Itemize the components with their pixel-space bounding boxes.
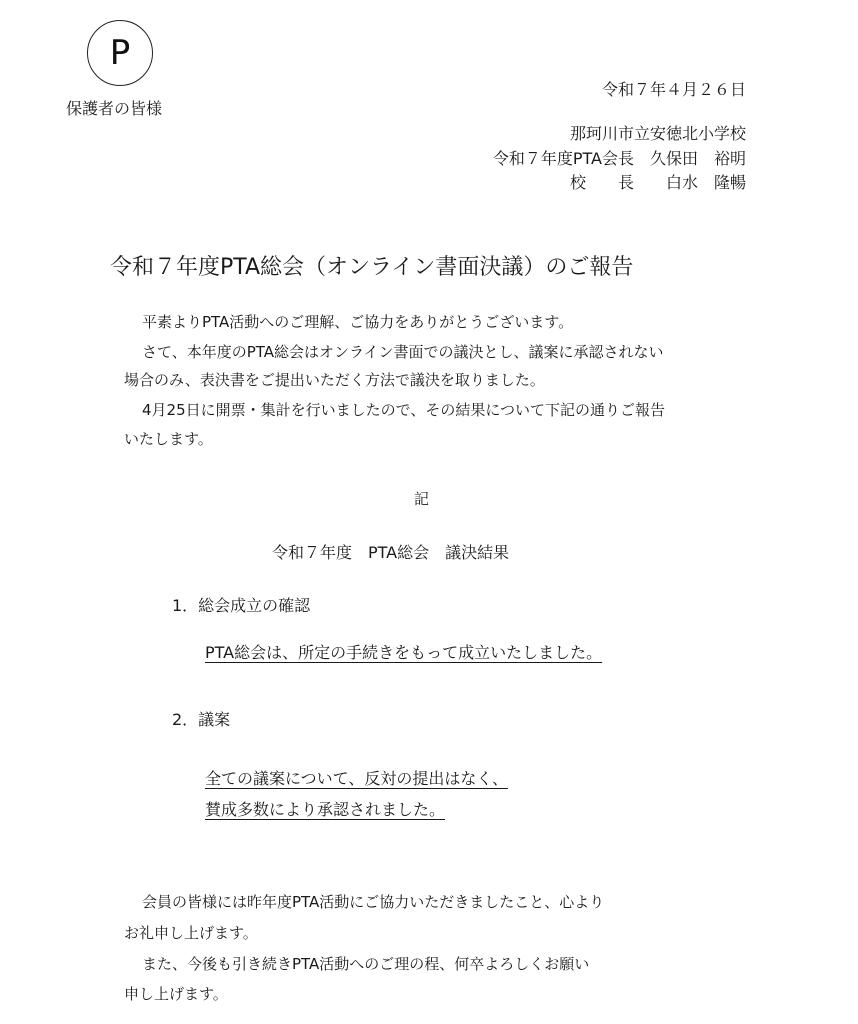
intro-paragraph-3-line-1: 4月25日に開票・集計を行いましたので、その結果について下記の通りご報告 bbox=[142, 401, 666, 419]
intro-paragraph-2-line-1: さて、本年度のPTA総会はオンライン書面での議決とし、議案に承認されない bbox=[142, 343, 664, 361]
page-title: 令和７年度PTA総会（オンライン書面決議）のご報告 bbox=[110, 255, 634, 280]
closing-paragraph-1-line-2: お礼申し上げます。 bbox=[124, 924, 258, 942]
section-2-result-line-2: 賛成多数により承認されました。 bbox=[205, 800, 446, 819]
section-1-result: PTA総会は、所定の手続きをもって成立いたしました。 bbox=[205, 643, 603, 662]
ki-marker: 記 bbox=[414, 490, 430, 508]
intro-paragraph-3-line-2: いたします。 bbox=[124, 430, 213, 448]
closing-paragraph-2-line-2: 申し上げます。 bbox=[124, 985, 228, 1003]
intro-paragraph-2-line-2: 場合のみ、表決書をご提出いただく方法で議決を取りました。 bbox=[124, 371, 545, 389]
section-2-result-line-1: 全ての議案について、反対の提出はなく、 bbox=[205, 769, 509, 788]
sender-principal: 校 長 白水 隆暢 bbox=[569, 173, 746, 192]
section-1-heading: 1．総会成立の確認 bbox=[172, 596, 311, 615]
document-date: 令和７年４月２６日 bbox=[601, 80, 746, 99]
p-badge: P bbox=[87, 20, 153, 86]
closing-paragraph-2-line-1: また、今後も引き続きPTA活動へのご理の程、何卒よろしくお願い bbox=[142, 955, 590, 973]
closing-paragraph-1-line-1: 会員の皆様には昨年度PTA活動にご協力いただきましたこと、心より bbox=[142, 893, 605, 911]
recipient: 保護者の皆様 bbox=[66, 99, 163, 118]
results-subtitle: 令和７年度 PTA総会 議決結果 bbox=[272, 543, 510, 562]
sender-school: 那珂川市立安徳北小学校 bbox=[569, 124, 746, 143]
section-2-heading: 2．議案 bbox=[172, 710, 231, 729]
intro-paragraph-1: 平素よりPTA活動へのご理解、ご協力をありがとうございます。 bbox=[142, 313, 574, 331]
sender-pta-president: 令和７年度PTA会長 久保田 裕明 bbox=[492, 149, 746, 168]
